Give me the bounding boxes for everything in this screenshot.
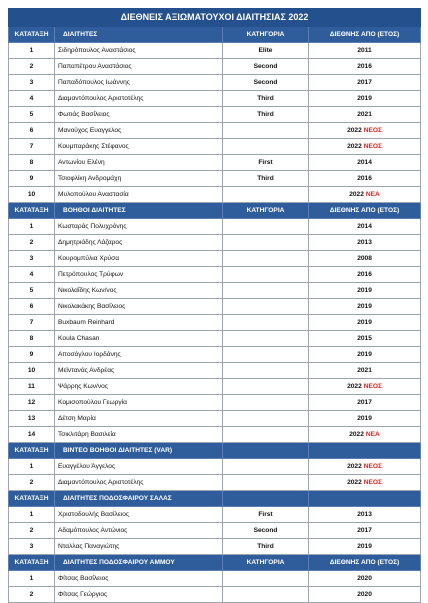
name-cell: Μυλοπούλου Αναστασία [55,187,223,203]
category-cell [223,379,309,395]
year-value: 2017 [357,527,372,534]
header-rank: ΚΑΤΑΤΑΞΗ [9,555,55,571]
header-section-title: ΔΙΑΙΤΗΤΕΣ [55,27,223,43]
year-cell [309,43,421,59]
year-cell [309,251,421,267]
year-value: 2020 [357,591,372,598]
category-cell: Elite [223,43,309,59]
year-value: 2022 [349,431,364,438]
section-header-row [9,27,421,43]
year-cell [309,123,421,139]
table-row [9,507,421,523]
section-header-row [9,443,421,459]
name-cell: Διαμαντόπουλος Αριστοτέλης [55,475,223,491]
category-cell [223,267,309,283]
name-cell: Φίτσας Γεώργιος [55,587,223,603]
category-cell [223,235,309,251]
table-row [9,235,421,251]
category-cell [223,587,309,603]
rank-cell: 8 [9,155,55,171]
year-cell [309,219,421,235]
category-cell [223,251,309,267]
table-row [9,251,421,267]
name-cell: Τσικλιτάρη Βασιλεία [55,427,223,443]
category-cell [223,427,309,443]
section-header-row [9,555,421,571]
rank-cell: 8 [9,331,55,347]
year-cell [309,235,421,251]
name-cell: Ευαγγέλου Άγγελος [55,459,223,475]
category-cell [223,187,309,203]
year-value: 2019 [357,319,372,326]
name-cell: Αδαμόπουλος Αντώνιος [55,523,223,539]
name-cell: Παπαπέτρου Αναστάσιος [55,59,223,75]
rank-cell: 5 [9,283,55,299]
rank-cell: 1 [9,507,55,523]
table-row [9,411,421,427]
year-value: 2015 [357,335,372,342]
name-cell: Νικολαΐδης Κων/νος [55,283,223,299]
year-value: 2020 [357,575,372,582]
header-intl-since [309,443,421,459]
year-value: 2017 [357,399,372,406]
name-cell: Κουμπαράκης Στέφανος [55,139,223,155]
header-rank: ΚΑΤΑΤΑΞΗ [9,443,55,459]
name-cell: Buxbaum Reinhard [55,315,223,331]
header-category [223,491,309,507]
year-value: 2022 [347,383,362,390]
rank-cell: 3 [9,75,55,91]
table-row [9,219,421,235]
new-badge: ΝΕΟΣ [363,143,382,150]
header-intl-since: ΔΙΕΘΝΗΣ ΑΠΟ (ΕΤΟΣ) [309,203,421,219]
new-badge: ΝΕΟΣ [363,383,382,390]
year-cell [309,363,421,379]
year-value: 2016 [357,175,372,182]
table-row [9,315,421,331]
table-row [9,43,421,59]
year-value: 2022 [347,127,362,134]
rank-cell: 10 [9,363,55,379]
table-row [9,139,421,155]
year-cell [309,59,421,75]
year-cell [309,91,421,107]
table-row [9,331,421,347]
year-value: 2014 [357,159,372,166]
name-cell: Μανούχος Ευαγγελος [55,123,223,139]
name-cell: Παπαδόπουλος Ιωάννης [55,75,223,91]
referees-table-body [9,9,421,603]
name-cell: Πετρόπουλος Τρύφων [55,267,223,283]
rank-cell: 12 [9,395,55,411]
rank-cell: 2 [9,59,55,75]
category-cell [223,299,309,315]
header-category: ΚΑΤΗΓΟΡΙΑ [223,27,309,43]
category-cell [223,331,309,347]
year-value: 2013 [357,239,372,246]
year-cell [309,459,421,475]
table-row [9,267,421,283]
header-rank: ΚΑΤΑΤΑΞΗ [9,27,55,43]
rank-cell: 2 [9,235,55,251]
year-value: 2019 [357,303,372,310]
category-cell: Third [223,107,309,123]
category-cell [223,139,309,155]
table-row [9,459,421,475]
header-rank: ΚΑΤΑΤΑΞΗ [9,491,55,507]
rank-cell: 10 [9,187,55,203]
category-cell [223,571,309,587]
year-value: 2016 [357,63,372,70]
header-section-title: ΔΙΑΙΤΗΤΕΣ ΠΟΔΟΣΦΑΙΡΟΥ ΑΜΜΟΥ [55,555,223,571]
year-value: 2014 [357,223,372,230]
table-row [9,187,421,203]
category-cell [223,123,309,139]
section-header-row [9,491,421,507]
rank-cell: 14 [9,427,55,443]
rank-cell: 1 [9,459,55,475]
new-badge: ΝΕΑ [365,191,380,198]
category-cell [223,475,309,491]
year-value: 2008 [357,255,372,262]
name-cell: Μεϊντανάς Ανδρέας [55,363,223,379]
header-intl-since: ΔΙΕΘΝΗΣ ΑΠΟ (ΕΤΟΣ) [309,27,421,43]
table-row [9,571,421,587]
rank-cell: 3 [9,251,55,267]
table-row [9,427,421,443]
name-cell: Διαμαντόπουλος Αριστοτέλης [55,91,223,107]
header-category [223,443,309,459]
name-cell: Χριστοδουλής Βασίλειος [55,507,223,523]
category-cell: Third [223,539,309,555]
rank-cell: 5 [9,107,55,123]
year-cell [309,267,421,283]
rank-cell: 4 [9,91,55,107]
category-cell: Third [223,171,309,187]
year-cell [309,571,421,587]
rank-cell: 13 [9,411,55,427]
category-cell [223,395,309,411]
year-value: 2022 [347,463,362,470]
header-category: ΚΑΤΗΓΟΡΙΑ [223,555,309,571]
year-cell [309,155,421,171]
name-cell: Νταλλας Παναγιώτης [55,539,223,555]
year-cell [309,539,421,555]
table-row [9,75,421,91]
name-cell: Κομισοπούλου Γεωργία [55,395,223,411]
year-cell [309,331,421,347]
category-cell [223,347,309,363]
table-row [9,107,421,123]
year-cell [309,315,421,331]
rank-cell: 11 [9,379,55,395]
name-cell: Δέτση Μαρία [55,411,223,427]
rank-cell: 7 [9,315,55,331]
year-value: 2013 [357,511,372,518]
rank-cell: 3 [9,539,55,555]
name-cell: Φωτιάς Βασίλειος [55,107,223,123]
name-cell: Κωσταράς Πολυχρόνης [55,219,223,235]
header-category: ΚΑΤΗΓΟΡΙΑ [223,203,309,219]
table-row [9,91,421,107]
category-cell [223,411,309,427]
table-row [9,59,421,75]
section-header-row [9,203,421,219]
rank-cell: 7 [9,139,55,155]
name-cell: Ψάρρης Κων/νος [55,379,223,395]
new-badge: ΝΕΟΣ [363,463,382,470]
table-row [9,347,421,363]
table-row [9,587,421,603]
rank-cell: 9 [9,171,55,187]
table-row [9,155,421,171]
rank-cell: 2 [9,475,55,491]
new-badge: ΝΕΑ [365,431,380,438]
category-cell [223,219,309,235]
referees-table [8,8,421,603]
name-cell: Νικολακάκης Βασίλειος [55,299,223,315]
year-cell [309,395,421,411]
year-cell [309,107,421,123]
rank-cell: 6 [9,123,55,139]
rank-cell: 2 [9,587,55,603]
name-cell: Φίτσας Βασίλειος [55,571,223,587]
category-cell: Second [223,59,309,75]
header-section-title: ΒΙΝΤΕΟ ΒΟΗΘΟΙ ΔΙΑΙΤΗΤΕΣ (VAR) [55,443,223,459]
category-cell [223,459,309,475]
year-value: 2019 [357,287,372,294]
year-value: 2019 [357,415,372,422]
year-value: 2021 [357,367,372,374]
year-cell [309,475,421,491]
year-cell [309,523,421,539]
rank-cell: 1 [9,571,55,587]
year-cell [309,507,421,523]
rank-cell: 6 [9,299,55,315]
rank-cell: 2 [9,523,55,539]
year-value: 2019 [357,95,372,102]
category-cell [223,283,309,299]
year-cell [309,139,421,155]
year-cell [309,171,421,187]
year-cell [309,379,421,395]
category-cell [223,363,309,379]
name-cell: Σιδηρόπουλος Αναστάσιος [55,43,223,59]
name-cell: Δημητριάδης Λάζαρος [55,235,223,251]
rank-cell: 1 [9,219,55,235]
rank-cell: 4 [9,267,55,283]
year-cell [309,299,421,315]
year-cell [309,411,421,427]
year-value: 2019 [357,543,372,550]
new-badge: ΝΕΟΣ [363,127,382,134]
table-row [9,539,421,555]
year-value: 2017 [357,79,372,86]
year-value: 2019 [357,351,372,358]
year-cell [309,347,421,363]
category-cell: First [223,507,309,523]
table-row [9,123,421,139]
category-cell: First [223,155,309,171]
year-value: 2021 [357,111,372,118]
year-value: 2011 [357,47,372,54]
category-cell [223,315,309,331]
new-badge: ΝΕΟΣ [363,479,382,486]
year-cell [309,587,421,603]
page-title: ΔΙΕΘΝΕΙΣ ΑΞΙΩΜΑΤΟΥΧΟΙ ΔΙΑΙΤΗΣΙΑΣ 2022 [9,9,421,27]
table-row [9,395,421,411]
table-row [9,171,421,187]
year-cell [309,427,421,443]
year-cell [309,187,421,203]
header-intl-since: ΔΙΕΘΝΗΣ ΑΠΟ (ΕΤΟΣ) [309,555,421,571]
name-cell: Κουρομπύλια Χρύσα [55,251,223,267]
rank-cell: 1 [9,43,55,59]
header-intl-since [309,491,421,507]
year-value: 2022 [347,479,362,486]
name-cell: Koula Chasan [55,331,223,347]
year-value: 2022 [349,191,364,198]
table-row [9,475,421,491]
table-row [9,299,421,315]
table-row [9,283,421,299]
header-section-title: ΒΟΗΘΟΙ ΔΙΑΙΤΗΤΕΣ [55,203,223,219]
category-cell: Third [223,91,309,107]
name-cell: Αποσόγλου Ιορδάνης [55,347,223,363]
year-value: 2022 [347,143,362,150]
header-section-title: ΔΙΑΙΤΗΤΕΣ ΠΟΔΟΣΦΑΙΡΟΥ ΣΑΛΑΣ [55,491,223,507]
name-cell: Αντωνίου Ελένη [55,155,223,171]
year-cell [309,283,421,299]
table-row [9,523,421,539]
table-row [9,363,421,379]
header-rank: ΚΑΤΑΤΑΞΗ [9,203,55,219]
year-cell [309,75,421,91]
title-row [9,9,421,27]
rank-cell: 9 [9,347,55,363]
name-cell: Τσιοφλίκη Ανδρομάχη [55,171,223,187]
table-row [9,379,421,395]
category-cell: Second [223,75,309,91]
category-cell: Second [223,523,309,539]
year-value: 2016 [357,271,372,278]
